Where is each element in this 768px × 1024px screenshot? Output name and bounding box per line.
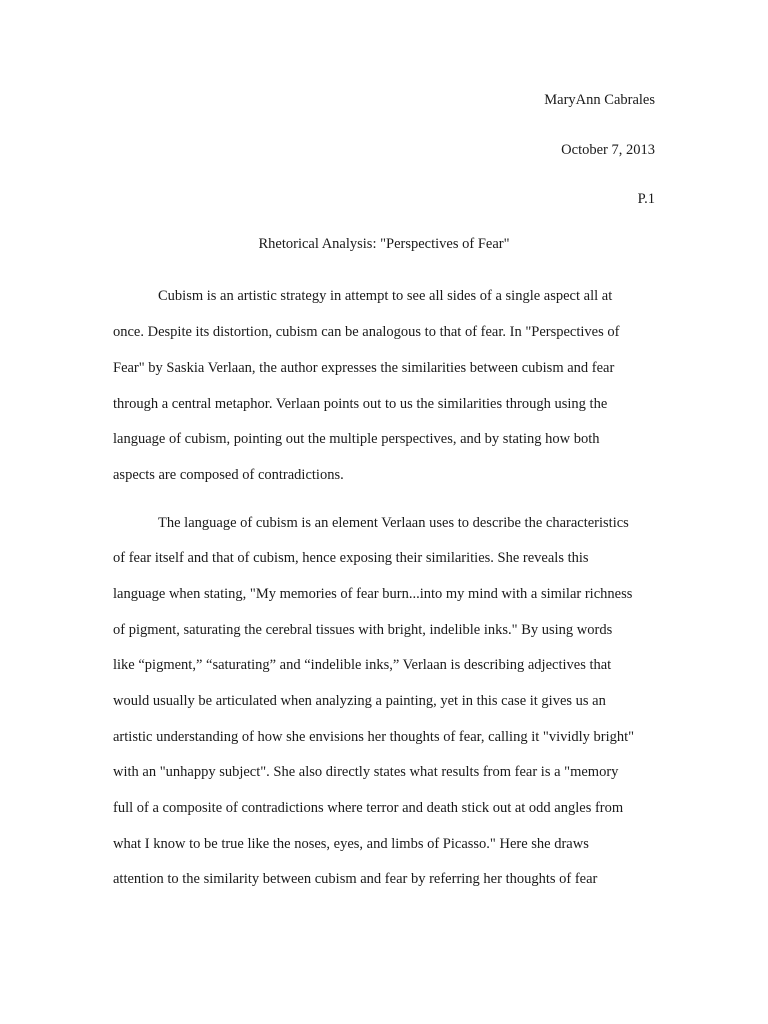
paragraph-line: Fear" by Saskia Verlaan, the author expresses the similarities between cubism and fear	[113, 360, 615, 376]
paragraph-line: with an "unhappy subject". She also directly states what results from fear is a "memory	[113, 764, 619, 780]
paragraph-line: would usually be articulated when analyzing a painting, yet in this case it gives us an	[113, 693, 606, 709]
paragraph-line: artistic understanding of how she envisions her thoughts of fear, calling it "vividly bright"	[113, 729, 635, 745]
page-number: P.1	[637, 191, 655, 207]
document-date: October 7, 2013	[561, 142, 655, 158]
paragraph-line: like “pigment,” “saturating” and “indelible inks,” Verlaan is describing adjectives that	[113, 657, 612, 673]
paragraph-line: of pigment, saturating the cerebral tissues with bright, indelible inks." By using words	[113, 622, 613, 638]
author-name: MaryAnn Cabrales	[544, 92, 655, 108]
paragraph-line: language of cubism, pointing out the multiple perspectives, and by stating how both	[113, 431, 600, 447]
paragraph-line: of fear itself and that of cubism, hence exposing their similarities. She reveals this	[113, 550, 589, 566]
paragraph-line: what I know to be true like the noses, eyes, and limbs of Picasso." Here she draws	[113, 836, 589, 852]
paragraph-line: attention to the similarity between cubism and fear by referring her thoughts of fear	[113, 871, 598, 887]
paragraph-line: once. Despite its distortion, cubism can be analogous to that of fear. In "Perspectives of	[113, 324, 620, 340]
paragraph-line: through a central metaphor. Verlaan points out to us the similarities through using the	[113, 396, 608, 412]
paragraph-line: Cubism is an artistic strategy in attempt to see all sides of a single aspect all at	[158, 288, 613, 304]
document-title: Rhetorical Analysis: "Perspectives of Fear"	[258, 236, 510, 252]
paragraph-line: aspects are composed of contradictions.	[113, 467, 344, 483]
paragraph-line: language when stating, "My memories of fear burn...into my mind with a similar richness	[113, 586, 633, 602]
paragraph-line: full of a composite of contradictions where terror and death stick out at odd angles from	[113, 800, 624, 816]
paragraph-line: The language of cubism is an element Verlaan uses to describe the characteristics	[158, 515, 629, 531]
